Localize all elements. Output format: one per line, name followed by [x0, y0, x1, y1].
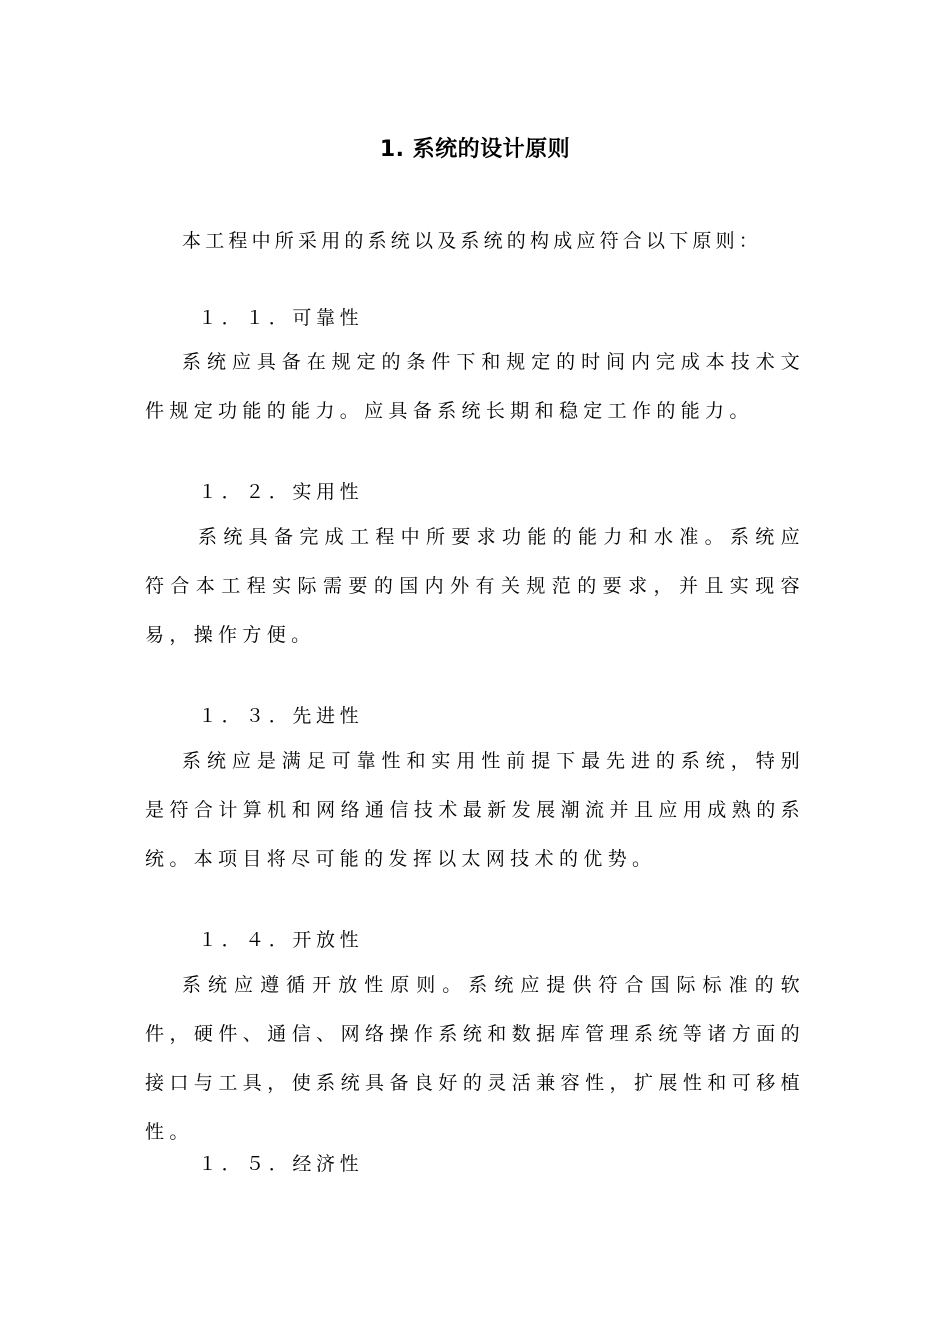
section-heading-practicality: １．２．实用性 — [198, 481, 364, 503]
section-heading-economy: １．５．经济性 — [198, 1153, 364, 1175]
section-body-practicality: 系统具备完成工程中所要求功能的能力和水准。系统应符合本工程实际需要的国内外有关规范的要求，并且实现容易，操作方便。 — [145, 526, 805, 646]
section-body-reliability: 系统应具备在规定的条件下和规定的时间内完成本技术文件规定功能的能力。应具备系统长期和稳定工作的能力。 — [145, 351, 805, 422]
section-heading-advancement: １．３．先进性 — [198, 705, 364, 727]
section-heading-openness: １．４．开放性 — [198, 929, 364, 951]
section-body-openness: 系统应遵循开放性原则。系统应提供符合国际标准的软件，硬件、通信、网络操作系统和数据库管理系统等诸方面的接口与工具，使系统具备良好的灵活兼容性，扩展性和可移植性。 — [145, 974, 805, 1143]
section-body-advancement: 系统应是满足可靠性和实用性前提下最先进的系统，特别是符合计算机和网络通信技术最新发展潮流并且应用成熟的系统。本项目将尽可能的发挥以太网技术的优势。 — [145, 750, 805, 870]
section-heading-reliability: １．１．可靠性 — [198, 307, 364, 329]
intro-paragraph: 本工程中所采用的系统以及系统的构成应符合以下原则： — [182, 230, 763, 252]
page-title: 1. 系统的设计原则 — [379, 137, 571, 162]
